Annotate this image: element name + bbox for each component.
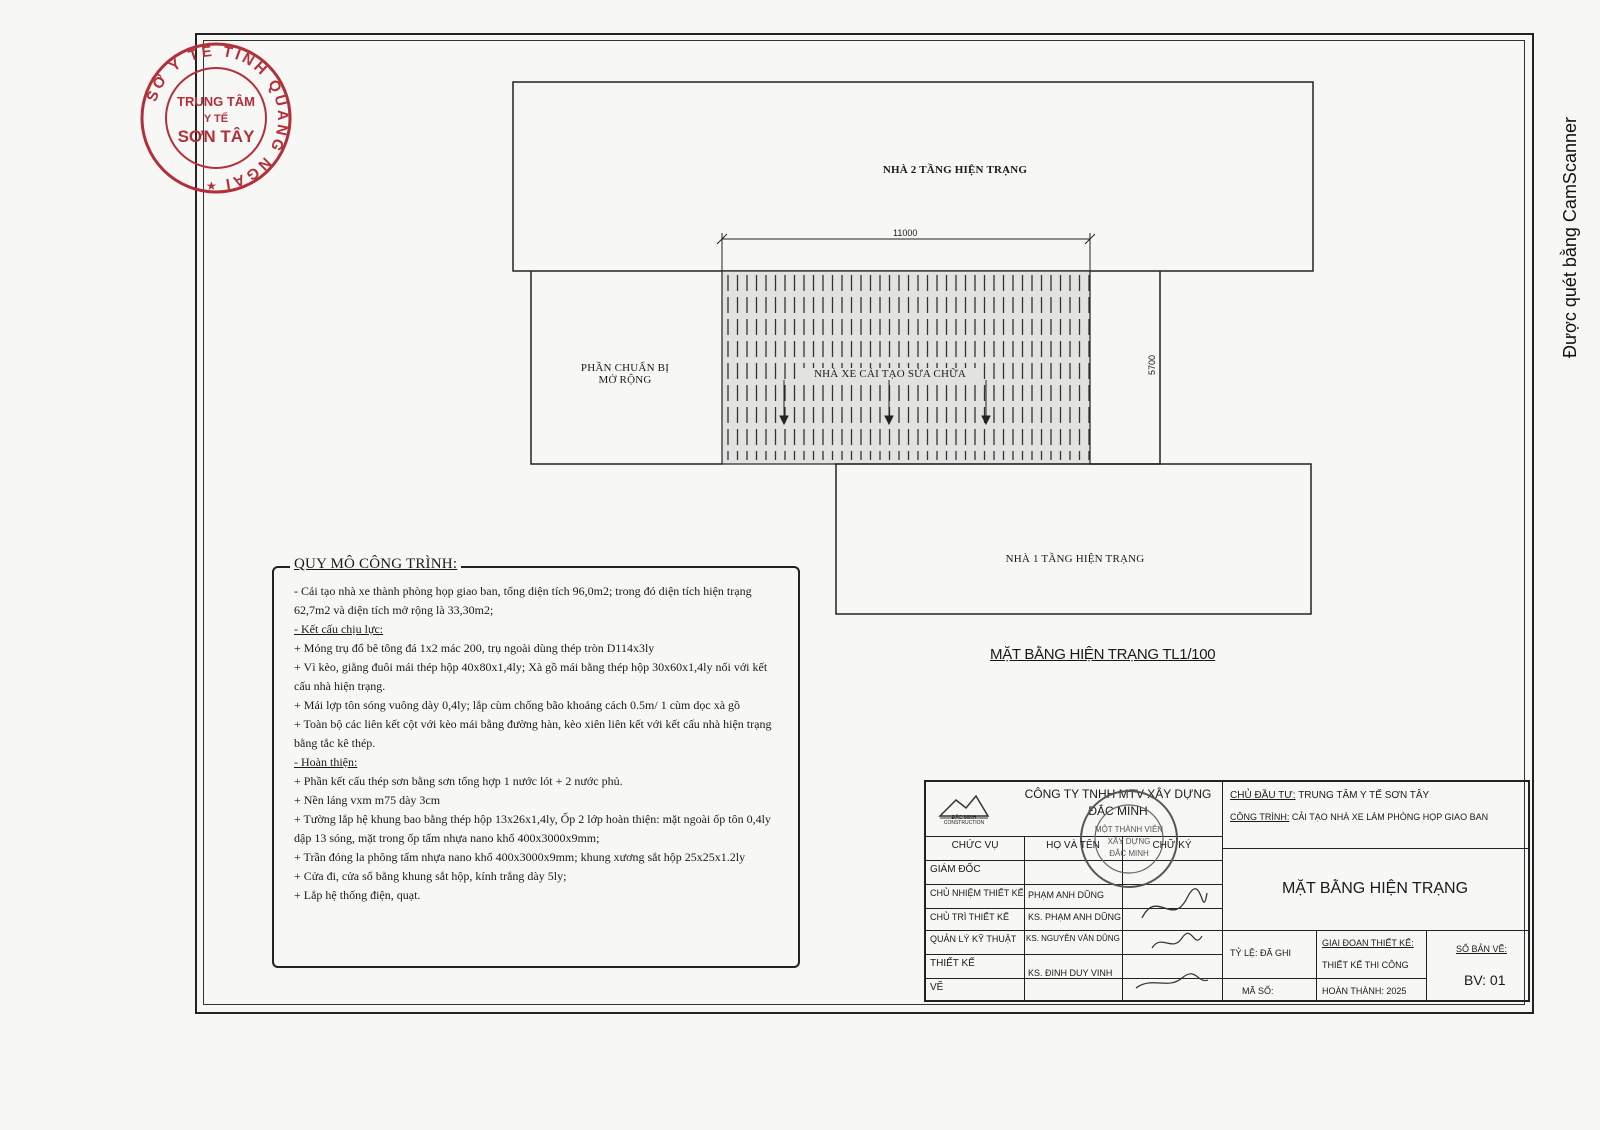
role-cell: CHỦ TRÌ THIẾT KẾ (930, 912, 1010, 922)
label-two-storey: NHÀ 2 TẦNG HIỆN TRẠNG (882, 164, 1028, 176)
drawing-title: MẶT BẰNG HIỆN TRẠNG (1281, 880, 1469, 897)
scan-watermark: Được quét bằng CamScanner (1560, 117, 1580, 358)
role-cell: THIẾT KẾ (930, 958, 975, 969)
sheet-number: BV: 01 (1464, 972, 1506, 988)
svg-text:★: ★ (206, 179, 217, 193)
svg-text:Y TẾ: Y TẾ (203, 113, 229, 125)
label-expansion (565, 362, 685, 386)
label-expansion-line1: PHẦN CHUẨN BỊ (580, 362, 670, 374)
logo-line2: CONSTRUCTION (943, 820, 985, 826)
owner-label: CHỦ ĐẦU TƯ: (1230, 790, 1296, 801)
notes-finish-item: + Lắp hệ thống điện, quạt. (294, 888, 421, 902)
company-name-line1: CÔNG TY TNHH MTV XÂY DỰNG (1024, 787, 1212, 801)
notes-finish-item: + Nền láng vxm m75 dày 3cm (294, 793, 441, 807)
role-cell: QUẢN LÝ KỸ THUẬT (930, 934, 1017, 944)
name-cell: KS. NGUYỄN VĂN DŨNG (1026, 934, 1120, 943)
owner-line (1230, 790, 1429, 801)
notes-structure-item: + Mái lợp tôn sóng vuông dày 0,4ly; lắp cùm chống bão khoảng cách 0.5m/ 1 cùm dọc xà gồ (294, 698, 741, 712)
col-sign-header: CHỮ KÝ (1152, 840, 1192, 851)
role-cell: GIÁM ĐỐC (930, 864, 981, 875)
title-block (924, 780, 1530, 1002)
completion-cell: HOÀN THÀNH: 2025 (1322, 986, 1407, 996)
project-value: CẢI TẠO NHÀ XE LÀM PHÒNG HỌP GIAO BAN (1291, 812, 1489, 822)
scale-cell: TỶ LỆ: ĐÃ GHI (1230, 948, 1292, 958)
dimension-width: 11000 (893, 228, 918, 238)
svg-text:ĐẮC MINH: ĐẮC MINH (1109, 849, 1149, 858)
project-line (1230, 812, 1488, 822)
notes-intro: - Cải tạo nhà xe thành phòng họp giao ban, tổng diện tích 96,0m2; trong đó diện tích hiện trạng 62,7m2 và diện tích mở rộng là 33,30m2; (294, 584, 752, 617)
building-two-storey (513, 82, 1313, 271)
owner-value: TRUNG TÂM Y TẾ SƠN TÂY (1298, 790, 1430, 801)
project-label: CÔNG TRÌNH: (1230, 812, 1290, 822)
svg-text:SƠN TÂY: SƠN TÂY (177, 127, 255, 146)
building-one-storey (836, 464, 1311, 614)
notes-finish-item: + Cửa đi, cửa sổ bằng khung sắt hộp, kính trắng dày 5ly; (294, 869, 567, 883)
signature-marks (1132, 878, 1212, 998)
notes-finish-item: + Phần kết cấu thép sơn bằng sơn tổng hợp 1 nước lót + 2 nước phủ. (294, 774, 623, 788)
plan-title: MẶT BẰNG HIỆN TRẠNG TL1/100 (990, 646, 1216, 663)
col-name-header: HỌ VÀ TÊN (1046, 840, 1100, 851)
label-one-storey: NHÀ 1 TẦNG HIỆN TRẠNG (1005, 553, 1145, 565)
notes-finish-heading: - Hoàn thiện: (294, 755, 358, 769)
svg-text:MỘT THÀNH VIÊN: MỘT THÀNH VIÊN (1094, 825, 1164, 834)
svg-text:SỞ Y TẾ TỈNH QUẢNG NGÃI: SỞ Y TẾ TỈNH QUẢNG NGÃI (143, 42, 292, 193)
label-renovation: NHÀ XE CẢI TẠO SỬA CHỮA (800, 368, 980, 380)
notes-structure-item: + Vì kèo, giằng đuôi mái thép hộp 40x80x1,4ly; Xà gồ mái bằng thép hộp 30x60x1,4ly nối với kết cấu nhà hiện trạng. (294, 660, 768, 693)
name-cell: PHẠM ANH DŨNG (1028, 890, 1105, 900)
notes-title: QUY MÔ CÔNG TRÌNH: (290, 556, 461, 573)
name-cell: KS. ĐINH DUY VINH (1028, 968, 1113, 978)
notes-structure-heading: - Kết cấu chịu lực: (294, 622, 384, 636)
notes-finish-item: + Tường lắp hệ khung bao bằng thép hộp 13x26x1,4ly, Ốp 2 lớp hoàn thiện: mặt ngoài ốp tôn 0,4ly dập 13 sóng, mặt trong ốp tấm nhựa nano khổ 400x3000x9mm; (294, 812, 771, 845)
phase-label: GIAI ĐOẠN THIẾT KẾ: (1322, 938, 1414, 948)
project-scope-notes (272, 566, 800, 968)
notes-structure-item: + Toàn bộ các liên kết cột với kèo mái bằng đường hàn, kèo xiên liên kết với kết cấu nhà hiện trạng bằng tắc kê thép. (294, 717, 772, 750)
notes-structure-item: + Móng trụ đổ bê tông đá 1x2 mác 200, trụ ngoài dùng thép tròn D114x3ly (294, 641, 655, 655)
role-cell: CHỦ NHIỆM THIẾT KẾ (930, 888, 1024, 898)
logo-text (934, 816, 994, 826)
dimension-depth: 5700 (1147, 354, 1158, 376)
col-role-header: CHỨC VỤ (951, 840, 999, 851)
name-cell: KS. PHẠM ANH DŨNG (1028, 912, 1122, 922)
phase-value: THIẾT KẾ THI CÔNG (1322, 960, 1409, 970)
svg-text:TRUNG TÂM: TRUNG TÂM (177, 94, 255, 109)
company-name-line2: ĐẮC MINH (1088, 804, 1148, 818)
sheet-label: SỐ BẢN VẼ: (1456, 944, 1508, 954)
notes-finish-item: + Trần đóng la phông tấm nhựa nano khổ 400x3000x9mm; khung xương sắt hộp 25x25x1.2ly (294, 850, 746, 864)
code-cell: MÃ SỐ: (1242, 986, 1274, 996)
logo-line1: ĐẮC MINH (951, 815, 977, 821)
svg-text:XÂY DỰNG: XÂY DỰNG (1107, 837, 1151, 846)
role-cell: VẼ (930, 982, 944, 993)
label-expansion-line2: MỞ RỘNG (598, 374, 652, 386)
